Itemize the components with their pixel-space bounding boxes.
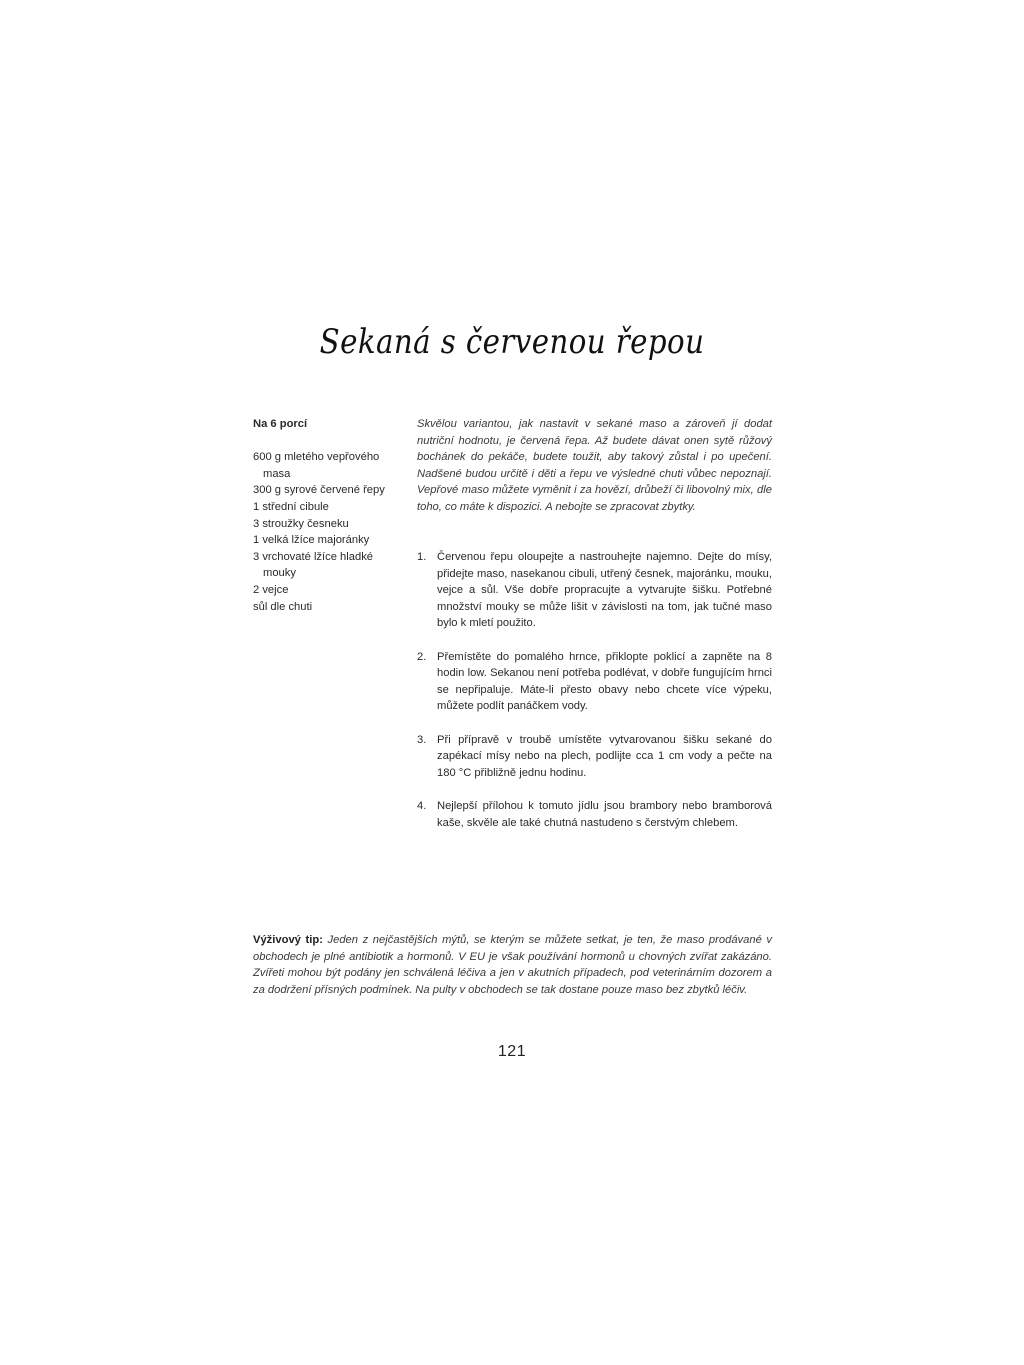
ingredient-item: 2 vejce (253, 583, 289, 596)
step-text: Červenou řepu oloupejte a nastrouhejte najemno. Dejte do mísy, přidejte maso, nasekanou cibuli, utřený česnek, majoránku, mouku, vejce a sůl. Vše dobře propracujte a vytvarujte šišku. Potřebné množství mouky se může lišit v závislosti na tom, jak tučné maso bylo k mletí použito. (437, 551, 772, 630)
recipe-title: Sekaná s červenou řepou (319, 322, 705, 362)
nutrition-tip (253, 932, 772, 998)
ingredient-item: 1 střední cibule (253, 500, 329, 513)
step-text: Přemístěte do pomalého hrnce, přiklopte poklicí a zapněte na 8 hodin low. Sekanou není potřeba podlévat, v dobře fungujícím hrnci se nepřipaluje. Máte-li přesto obavy nebo chcete více výpeku, můžete podlít panáčkem vody. (437, 650, 772, 713)
step-item (417, 649, 772, 715)
ingredients-list (253, 416, 403, 615)
step-item (417, 549, 772, 632)
step-text: Při přípravě v troubě umístěte vytvarovanou šišku sekané do zapékací mísy nebo na plech, podlijte cca 1 cm vody a pečte na 180 °C přibližně jednu hodinu. (437, 733, 772, 779)
recipe-intro: Skvělou variantou, jak nastavit v sekané maso a zároveň jí dodat nutriční hodnotu, je červená řepa. Až budete dávat onen sytě růžový bochánek do pekáče, budete toužit, aby takový zůstal i po upečení. Nadšené budou určitě i děti a řepu ve výsledné chuti vůbec nepoznají. Vepřové maso můžete vyměnit i za hovězí, drůbeží či libovolný mix, dle toho, co máte k dispozici. A nebojte se zpracovat zbytky. (417, 418, 772, 513)
ingredient-item: 3 stroužky česneku (253, 517, 349, 530)
ingredient-item: 300 g syrové červené řepy (253, 484, 385, 497)
steps-list (417, 549, 772, 848)
step-number: 3. (417, 733, 427, 746)
step-text: Nejlepší přílohou k tomuto jídlu jsou brambory nebo bramborová kaše, skvěle ale také chutná nastudeno s čerstvým chlebem. (437, 799, 772, 829)
ingredient-item: 3 vrchovaté lžíce hladké mouky (253, 550, 374, 580)
ingredient-item: 1 velká lžíce majoránky (253, 534, 370, 547)
ingredient-item: 600 g mletého vepřového masa (253, 451, 380, 480)
step-item (417, 798, 772, 831)
tip-label: Výživový tip: (253, 934, 323, 946)
step-number: 4. (417, 799, 427, 812)
ingredient-item: sůl dle chuti (253, 600, 313, 613)
tip-text: Jeden z nejčastějších mýtů, se kterým se můžete setkat, je ten, že maso prodávané v obchodech je plné antibiotik a hormonů. V EU je však používání hormonů u chovných zvířat zakázáno. Zvířeti mohou být podány jen schválená léčiva a jen v akutních případech, pod veterinárním dozorem a za dodržení přísných podmínek. Na pulty v obchodech se tak dostane pouze maso bez zbytků léčiv. (253, 934, 773, 996)
page-number: 121 (497, 1043, 527, 1060)
step-number: 2. (417, 650, 427, 663)
step-number: 1. (417, 551, 427, 563)
step-item (417, 732, 772, 782)
servings-label: Na 6 porcí (253, 418, 308, 430)
